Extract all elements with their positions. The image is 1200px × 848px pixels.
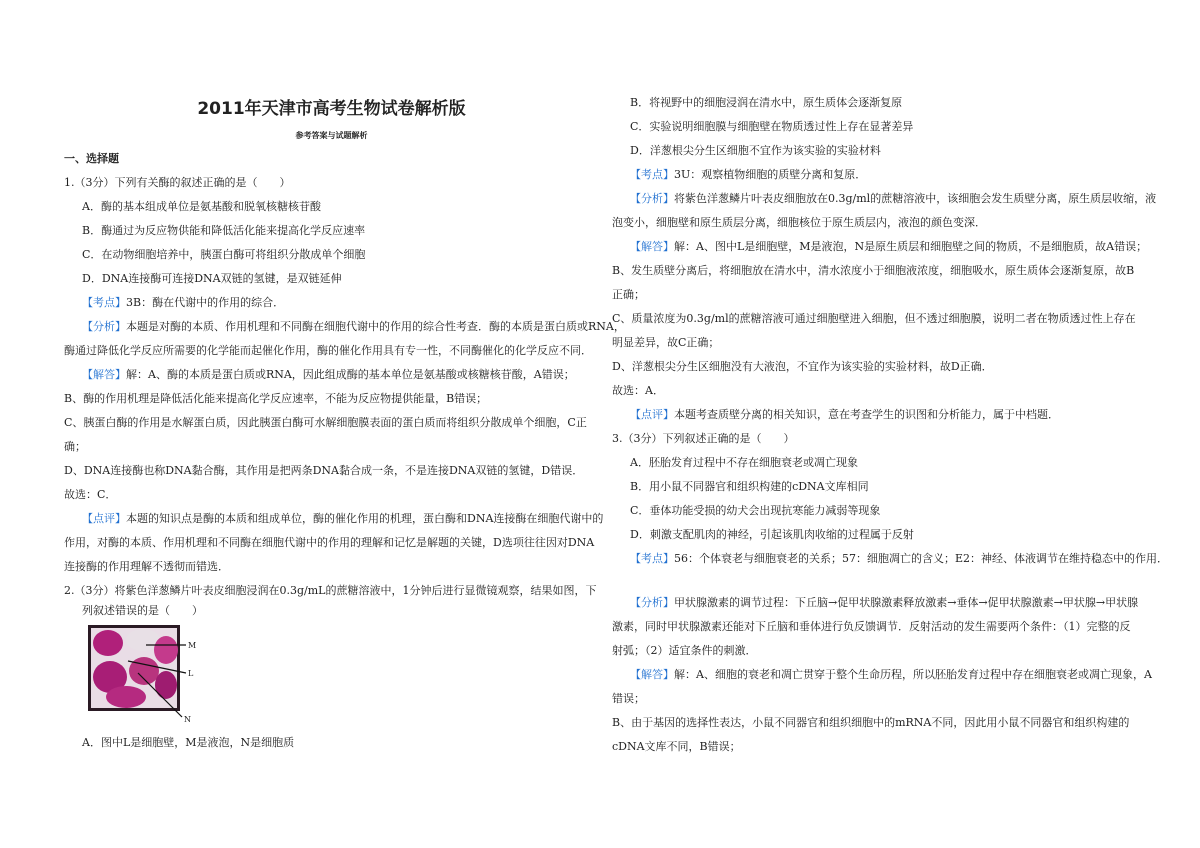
question-1-option-b: B．酶通过为反应物供能和降低活化能来提高化学反应速率: [82, 224, 366, 237]
q2-kaodian: [612, 168, 866, 182]
vacuole-2: [154, 636, 178, 664]
q3-answer-b: B、由于基因的选择性表达，小鼠不同器官和组织细胞中的mRNA不同，因此用小鼠不同器官和组织构建的: [612, 716, 1130, 729]
question-1-option-c: C．在动物细胞培养中，胰蛋白酶可将组织分散成单个细胞: [82, 248, 366, 261]
q2-answer-b-cont: 正确；: [612, 288, 645, 301]
q2-fenxi-cont: 泡变小，细胞壁和原生质层分离，细胞核位于原生质层内，液泡的颜色变深．: [612, 216, 986, 229]
vacuole-1: [93, 630, 123, 656]
q3-fenxi-cont-1: 激素，同时甲状腺激素还能对下丘脑和垂体进行负反馈调节．反射活动的发生需要两个条件：（1）完整的反: [612, 620, 1131, 633]
question-3-stem: 3.（3分）下列叙述正确的是（ ）: [612, 432, 795, 445]
q2-jieda-text: 解：A、图中L是细胞壁，M是液泡，N是原生质层和细胞壁之间的物质，不是细胞质，故A错误；: [674, 240, 1148, 253]
q3-fenxi-cont-2: 射弧；（2）适宜条件的刺激．: [612, 644, 757, 657]
q1-dianping-cont-1: 作用，对酶的本质、作用机理和不同酶在细胞代谢中的作用的理解和记忆是解题的关键，D选项往往因对DNA: [64, 536, 595, 549]
q2-fenxi: [612, 192, 1156, 206]
q1-fenxi-cont: 酶通过降低化学反应所需要的化学能而起催化作用，酶的催化作用具有专一性，不同酶催化的化学反应不同．: [64, 344, 592, 357]
question-3-option-d: D．刺激支配肌肉的神经，引起该肌肉收缩的过程属于反射: [630, 528, 914, 541]
question-2-option-d: D．洋葱根尖分生区细胞不宜作为该实验的实验材料: [630, 144, 881, 157]
kaodian-tag: 【考点】: [630, 168, 674, 181]
kaodian-tag: 【考点】: [82, 296, 126, 309]
question-1-stem: 1.（3分）下列有关酶的叙述正确的是（ ）: [64, 176, 291, 189]
q2-kaodian-text: 3U：观察植物细胞的质壁分离和复原．: [674, 168, 867, 181]
label-n: N: [184, 715, 191, 723]
question-3-option-b: B．用小鼠不同器官和组织构建的cDNA文库相同: [630, 480, 869, 493]
label-l: L: [188, 669, 194, 678]
page-title: 2011年天津市高考生物试卷解析版: [197, 99, 466, 119]
dianping-tag: 【点评】: [82, 512, 126, 525]
q3-fenxi-text: 甲状腺激素的调节过程：下丘脑→促甲状腺激素释放激素→垂体→促甲状腺激素→甲状腺→甲状腺: [674, 596, 1139, 609]
jieda-tag: 【解答】: [630, 240, 674, 253]
label-m: M: [188, 641, 197, 650]
question-1-option-d: D．DNA连接酶可连接DNA双链的氢键，是双链延伸: [82, 272, 342, 285]
q1-choice: 故选：C．: [64, 488, 117, 501]
vacuole-6: [106, 686, 146, 708]
q1-answer-d: D、DNA连接酶也称DNA黏合酶，其作用是把两条DNA黏合成一条，不是连接DNA双链的氢键，D错误．: [64, 464, 584, 477]
question-3-option-a: A．胚胎发育过程中不存在细胞衰老或凋亡现象: [630, 456, 858, 469]
plasmolysis-micrograph: [88, 625, 218, 723]
fenxi-tag: 【分析】: [630, 596, 674, 609]
page-subtitle: 参考答案与试题解析: [295, 130, 368, 140]
fenxi-tag: 【分析】: [630, 192, 674, 205]
q1-answer-c: C、胰蛋白酶的作用是水解蛋白质，因此胰蛋白酶可水解细胞膜表面的蛋白质而将组织分散成单个细胞，C正: [64, 416, 587, 429]
q1-dianping-text: 本题的知识点是酶的本质和组成单位，酶的催化作用的机理，蛋白酶和DNA连接酶在细胞代谢中的: [126, 512, 604, 525]
q3-answer-b-cont: cDNA文库不同，B错误；: [612, 740, 741, 753]
q2-answer-c-cont: 明显差异，故C正确；: [612, 336, 720, 349]
q2-choice: 故选：A．: [612, 384, 664, 397]
vacuole-5: [155, 671, 177, 699]
question-1-option-a: A．酶的基本组成单位是氨基酸和脱氧核糖核苷酸: [82, 200, 321, 213]
q3-jieda-text: 解：A、细胞的衰老和凋亡贯穿于整个生命历程，所以胚胎发育过程中存在细胞衰老或凋亡现象，A: [674, 668, 1152, 681]
q1-jieda: [64, 368, 575, 382]
question-3-option-c: C．垂体功能受损的幼犬会出现抗寒能力减弱等现象: [630, 504, 881, 517]
q1-kaodian: [64, 296, 284, 310]
q1-dianping: [64, 512, 603, 526]
question-2-option-b: B．将视野中的细胞浸润在清水中，原生质体会逐渐复原: [630, 96, 903, 109]
q1-fenxi: [64, 320, 625, 334]
q2-fenxi-text: 将紫色洋葱鳞片叶表皮细胞放在0.3g/ml的蔗糖溶液中，该细胞会发生质壁分离，原生质层收缩，液: [674, 192, 1157, 205]
q2-answer-b: B、发生质壁分离后，将细胞放在清水中，清水浓度小于细胞液浓度，细胞吸水，原生质体会逐渐复原，故B: [612, 264, 1135, 277]
q3-answer-a-cont: 错误；: [612, 692, 645, 705]
question-2-stem-cont: 列叙述错误的是（ ）: [82, 604, 203, 617]
question-2-option-c: C．实验说明细胞膜与细胞壁在物质透过性上存在显著差异: [630, 120, 914, 133]
section-heading: 一、选择题: [64, 152, 119, 165]
dianping-tag: 【点评】: [630, 408, 674, 421]
q2-jieda: [612, 240, 1147, 254]
q3-kaodian: [612, 552, 1168, 566]
jieda-tag: 【解答】: [82, 368, 126, 381]
q3-kaodian-text: 56：个体衰老与细胞衰老的关系；57：细胞凋亡的含义；E2：神经、体液调节在维持稳态中的作用．: [674, 552, 1169, 565]
vacuole-4: [129, 657, 159, 685]
q1-fenxi-text: 本题是对酶的本质、作用机理和不同酶在细胞代谢中的作用的综合性考查．酶的本质是蛋白质或RNA，: [126, 320, 625, 333]
kaodian-tag: 【考点】: [630, 552, 674, 565]
q1-dianping-cont-2: 连接酶的作用理解不透彻而错选．: [64, 560, 229, 573]
q2-dianping: [612, 408, 1059, 422]
q1-answer-c-cont: 确；: [64, 440, 86, 453]
q3-jieda: [612, 668, 1152, 682]
question-2-stem: 2.（3分）将紫色洋葱鳞片叶表皮细胞浸润在0.3g/mL的蔗糖溶液中，1分钟后进行显微镜观察，结果如图，下: [64, 584, 597, 597]
fenxi-tag: 【分析】: [82, 320, 126, 333]
jieda-tag: 【解答】: [630, 668, 674, 681]
q1-kaodian-text: 3B：酶在代谢中的作用的综合．: [126, 296, 285, 309]
q3-fenxi: [612, 596, 1138, 610]
question-2-option-a: A．图中L是细胞壁，M是液泡，N是细胞质: [82, 736, 295, 749]
q1-answer-b: B、酶的作用机理是降低活化能来提高化学反应速率，不能为反应物提供能量，B错误；: [64, 392, 488, 405]
q2-answer-c: C、质量浓度为0.3g/ml的蔗糖溶液可通过细胞壁进入细胞，但不透过细胞膜，说明二者在物质透过性上存在: [612, 312, 1136, 325]
q1-jieda-text: 解：A、酶的本质是蛋白质或RNA，因此组成酶的基本单位是氨基酸或核糖核苷酸，A错误；: [126, 368, 575, 381]
q2-answer-d: D、洋葱根尖分生区细胞没有大液泡，不宜作为该实验的实验材料，故D正确．: [612, 360, 993, 373]
q2-dianping-text: 本题考查质壁分离的相关知识，意在考查学生的识图和分析能力，属于中档题．: [674, 408, 1059, 421]
